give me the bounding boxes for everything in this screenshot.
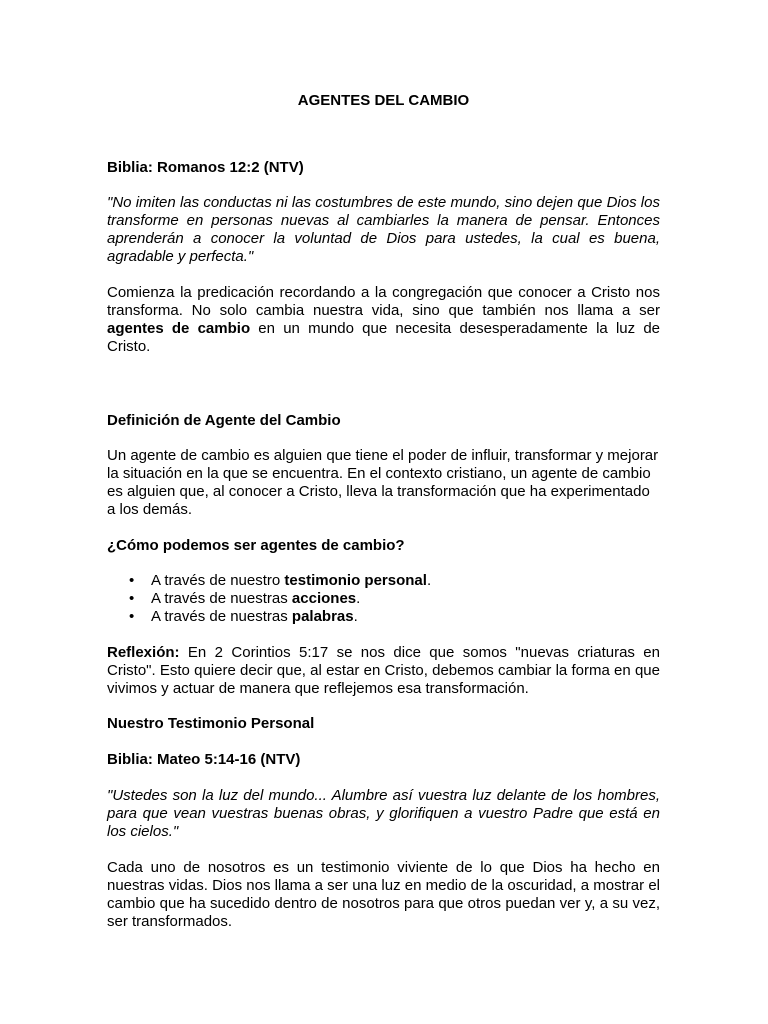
- list-item: [107, 590, 660, 608]
- reflection-text: En 2 Corintios 5:17 se nos dice que somos "nuevas criaturas en Cristo". Esto quiere decir que, al estar en Cristo, debemos cambiar la forma en que vivimos y actuar de manera que reflejemos esa transformación.: [107, 644, 660, 697]
- list-item-suffix: .: [353, 608, 358, 625]
- intro-text-part1: Comienza la predicación recordando a la congregación que conocer a Cristo nos transforma. No solo cambia nuestra vida, sino que también nos llama a ser: [107, 284, 660, 319]
- section-heading-romanos: Biblia: Romanos 12:2 (NTV): [107, 159, 304, 176]
- list-item-suffix: .: [426, 572, 432, 589]
- list-item-bold: acciones: [291, 590, 357, 607]
- reflection-paragraph: [107, 644, 660, 698]
- section-heading-mateo: Biblia: Mateo 5:14-16 (NTV): [107, 751, 301, 768]
- list-item: [107, 608, 660, 626]
- definition-paragraph: Un agente de cambio es alguien que tiene el poder de influir, transformar y mejorar la situación en la que se encuentra. En el contexto cristiano, un agente de cambio es alguien que, al conocer a Cristo, lleva la transformación que ha experimentado a los demás.: [107, 447, 659, 518]
- list-item-bold: testimonio personal: [284, 572, 427, 589]
- intro-paragraph: [107, 284, 660, 356]
- testimony-paragraph: Cada uno de nosotros es un testimonio viviente de lo que Dios ha hecho en nuestras vidas. Dios nos llama a ser una luz en medio de la oscuridad, a mostrar el cambio que ha sucedido dentro de nosotros para que otros puedan ver y, a su vez, ser transformados.: [107, 859, 660, 930]
- bullet-icon: •: [129, 608, 135, 625]
- bullet-list: [107, 572, 660, 626]
- list-item-bold: palabras: [291, 608, 354, 625]
- section-heading-definicion: Definición de Agente del Cambio: [107, 412, 341, 429]
- list-item-text: A través de nuestro: [151, 572, 285, 589]
- quote-romanos: "No imiten las conductas ni las costumbres de este mundo, sino dejen que Dios los transforme en personas nuevas al cambiarles la manera de pensar. Entonces aprenderán a conocer la voluntad de Dios para ustedes, la cual es buena, agradable y perfecta.": [107, 194, 660, 265]
- section-heading-como: ¿Cómo podemos ser agentes de cambio?: [107, 537, 405, 554]
- intro-bold-term: agentes de cambio: [107, 320, 251, 337]
- section-heading-testimonio: Nuestro Testimonio Personal: [107, 715, 315, 732]
- list-item-text: A través de nuestras: [151, 608, 292, 625]
- bullet-icon: •: [129, 572, 135, 589]
- list-item-suffix: .: [356, 590, 361, 607]
- document-title: AGENTES DEL CAMBIO: [297, 92, 470, 109]
- list-item: [107, 572, 660, 590]
- reflection-label: Reflexión:: [107, 644, 180, 661]
- bullet-icon: •: [129, 590, 135, 607]
- quote-mateo: "Ustedes son la luz del mundo... Alumbre así vuestra luz delante de los hombres, para que vean vuestras buenas obras, y glorifiquen a vuestro Padre que está en los cielos.": [107, 787, 660, 840]
- list-item-text: A través de nuestras: [151, 590, 292, 607]
- intro-text-part2: en un mundo que necesita desesperadamente la luz de Cristo.: [107, 320, 660, 355]
